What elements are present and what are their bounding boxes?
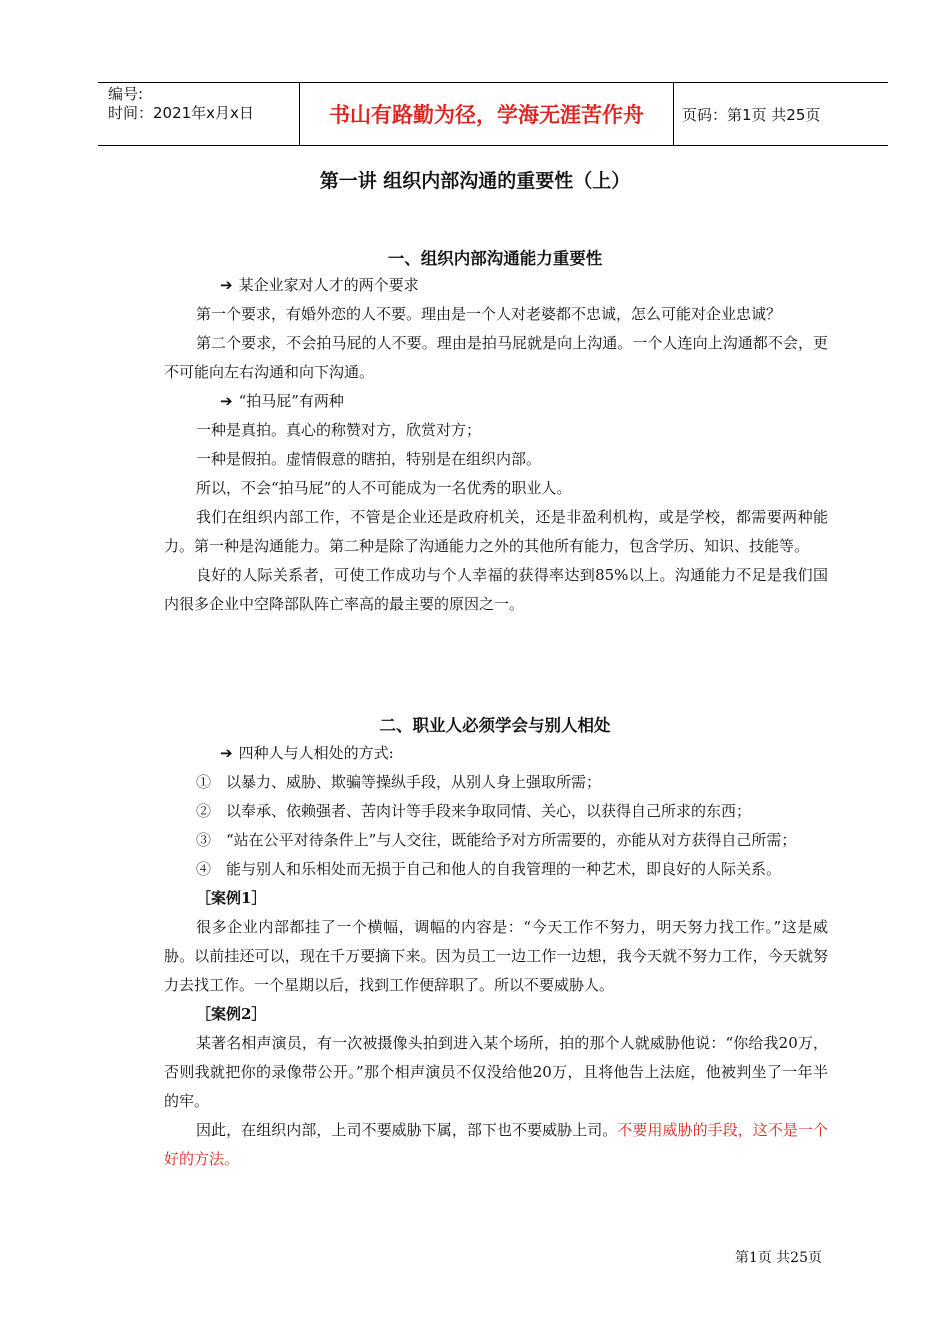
page-header — [98, 82, 888, 146]
case1-text: 很多企业内部都挂了一个横幅，调幅的内容是：“今天工作不努力，明天努力找工作。”这是威胁。以前挂还可以，现在千万要摘下来。因为员工一边工作一边想，我今天就不努力工作，今天就努力去找工作。一个星期以后，找到工作便辞职了。所以不要威胁人。 — [164, 918, 828, 994]
section2-body — [164, 739, 828, 1174]
section2-heading: 二、职业人必须学会与别人相处 — [379, 716, 611, 735]
conclusion-highlight: 不要用威胁的手段，这不是一个好的方法。 — [164, 1121, 828, 1168]
bullet-item: ➔ “拍马屁”有两种 — [220, 392, 344, 410]
page-footer: 第1页 共25页 — [734, 1250, 822, 1266]
numbered-item: ④ 能与别人和乐相处而无损于自己和他人的自我管理的一种艺术，即良好的人际关系。 — [196, 860, 782, 878]
paragraph: 一种是假拍。虚情假意的瞎拍，特别是在组织内部。 — [196, 450, 542, 468]
conclusion-paragraph — [164, 1116, 828, 1174]
section1-body — [164, 271, 828, 619]
paragraph: 第一个要求，有婚外恋的人不要。理由是一个人对老婆都不忠诚，怎么可能对企业忠诚？ — [196, 305, 782, 323]
bullet-item: ➔ 某企业家对人才的两个要求 — [220, 276, 419, 294]
section1-heading: 一、组织内部沟通能力重要性 — [387, 249, 603, 268]
numbered-item: ① 以暴力、威胁、欺骗等操纵手段，从别人身上强取所需； — [196, 773, 602, 791]
paragraph: 所以，不会“拍马屁”的人不可能成为一名优秀的职业人。 — [196, 479, 572, 497]
paragraph: 第二个要求，不会拍马屁的人不要。理由是拍马屁就是向上沟通。一个人连向上沟通都不会，更不可能向左右沟通和向下沟通。 — [164, 334, 828, 381]
header-page-info: 页码：第1页 共25页 — [682, 105, 821, 124]
header-meta-cell — [98, 83, 300, 145]
paragraph: 良好的人际关系者，可使工作成功与个人幸福的获得率达到85%以上。沟通能力不足是我们国内很多企业中空降部队阵亡率高的最主要的原因之一。 — [164, 566, 828, 613]
paragraph: 一种是真拍。真心的称赞对方，欣赏对方； — [196, 421, 482, 439]
header-motto: 书山有路勤为径，学海无涯苦作舟 — [300, 83, 674, 145]
arrow-right-icon: ➔ — [220, 392, 233, 410]
case2-text: 某著名相声演员，有一次被摄像头拍到进入某个场所，拍的那个人就威胁他说：“你给我20万，否则我就把你的录像带公开。”那个相声演员不仅没给他20万，且将他告上法庭，他被判坐了一年半的牢。 — [164, 1034, 828, 1110]
case2-label: ［案例2］ — [196, 1005, 267, 1023]
paragraph: 我们在组织内部工作，不管是企业还是政府机关，还是非盈利机构，或是学校，都需要两种能力。第一种是沟通能力。第二种是除了沟通能力之外的其他所有能力，包含学历、知识、技能等。 — [164, 508, 828, 555]
numbered-item: ② 以奉承、依赖强者、苦肉计等手段来争取同情、关心，以获得自己所求的东西； — [196, 802, 752, 820]
doc-number-label: 编号: — [108, 85, 144, 103]
case1-label: ［案例1］ — [196, 889, 267, 907]
bullet-item: ➔ 四种人与人相处的方式: — [220, 744, 394, 762]
numbered-item: ③ “站在公平对待条件上”与人交往，既能给予对方所需要的，亦能从对方获得自己所需； — [196, 831, 797, 849]
conclusion-text: 因此，在组织内部，上司不要威胁下属，部下也不要威胁上司。 — [196, 1121, 618, 1139]
arrow-right-icon: ➔ — [220, 744, 233, 762]
doc-time-label: 时间：2021年x月x日 — [108, 104, 254, 122]
document-title: 第一讲 组织内部沟通的重要性（上） — [319, 170, 631, 192]
arrow-right-icon: ➔ — [220, 276, 233, 294]
